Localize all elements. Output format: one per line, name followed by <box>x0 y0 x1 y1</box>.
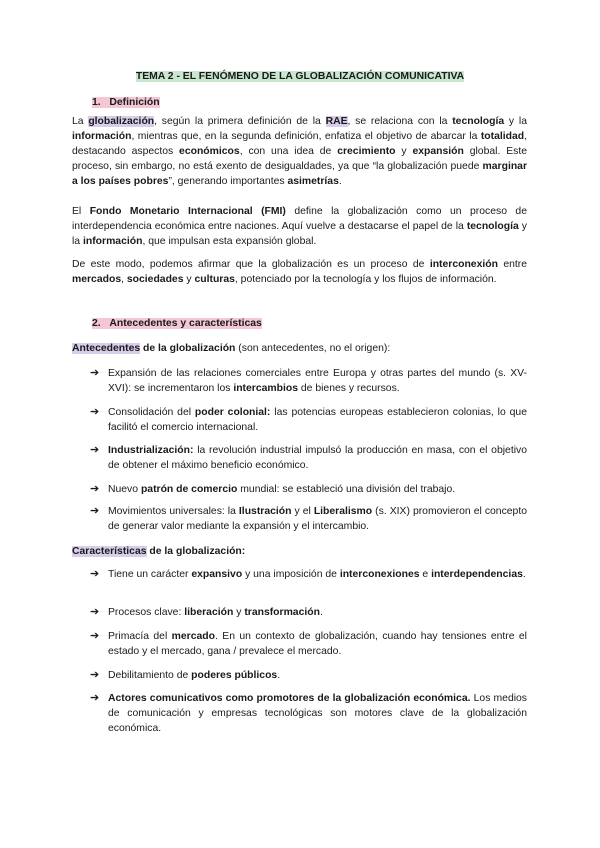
list-item: ➔ Nuevo patrón de comercio mundial: se estableció una división del trabajo. <box>90 483 456 495</box>
list-item: ➔ Expansión de las relaciones comerciales entre Europa y otras partes del mundo (s. XV-XVI): se incrementaron los intercambios de bienes y recursos. <box>90 367 527 394</box>
arrow-icon: ➔ <box>90 630 100 642</box>
antecedentes-heading: Antecedentes de la globalización (son antecedentes, no el origen): <box>72 343 391 354</box>
arrow-icon: ➔ <box>90 367 100 379</box>
section-label: Definición <box>109 97 160 108</box>
section-1-heading <box>92 97 160 108</box>
arrow-icon: ➔ <box>90 606 100 618</box>
page-title <box>0 71 600 82</box>
list-item: ➔ Industrialización: la revolución industrial impulsó la producción en masa, con el objetivo de obtener el máximo beneficio económico. <box>90 444 527 471</box>
list-item: ➔ Actores comunicativos como promotores de la globalización económica. Los medios de comunicación y empresas tecnológicas son motores clave de la globalización económica. <box>90 692 528 734</box>
paragraph-definition-fmi: El Fondo Monetario Internacional (FMI) define la globalización como un proceso de interdependencia económica entre naciones. Aquí vuelve a destacarse el papel de la tecnología y la información, que impulsan esta expansión global. <box>72 206 527 247</box>
list-item: ➔ Consolidación del poder colonial: las potencias europeas establecieron colonias, lo que facilitó el comercio internacional. <box>90 406 527 433</box>
section-number: 1. <box>92 97 101 108</box>
list-item: ➔ Movimientos universales: la Ilustración y el Liberalismo (s. XIX) promovieron el concepto de generar valor mediante la expansión y el intercambio. <box>90 505 527 532</box>
caracteristicas-heading: Características de la globalización: <box>72 546 246 557</box>
arrow-icon: ➔ <box>90 505 100 517</box>
list-item: ➔ Tiene un carácter expansivo y una imposición de interconexiones e interdependencias. <box>90 568 526 580</box>
list-item: ➔ Debilitamiento de poderes públicos. <box>90 669 281 681</box>
list-item: ➔ Procesos clave: liberación y transformación. <box>90 606 323 618</box>
section-number: 2. <box>92 318 101 329</box>
title-text: TEMA 2 - EL FENÓMENO DE LA GLOBALIZACIÓN COMUNICATIVA <box>135 71 465 82</box>
arrow-icon: ➔ <box>90 444 100 456</box>
section-2-heading <box>92 318 262 329</box>
paragraph-definition-rae: La globalización, según la primera definición de la RAE, se relaciona con la tecnología y la información, mientras que, en la segunda definición, enfatiza el objetivo de abarcar la totalidad, destacando aspectos económicos, con una idea de crecimiento y expansión global. Este proceso, sin embargo, no está exento de desigualdades, ya que “la globalización puede marginar a los países pobres”, generando importantes asimetrías. <box>72 116 527 187</box>
list-item: ➔ Primacía del mercado. En un contexto de globalización, cuando hay tensiones entre el estado y el mercado, gana / prevalece el mercado. <box>90 630 527 657</box>
arrow-icon: ➔ <box>90 406 100 418</box>
arrow-icon: ➔ <box>90 483 100 495</box>
arrow-icon: ➔ <box>90 568 100 580</box>
arrow-icon: ➔ <box>90 669 100 681</box>
paragraph-conclusion: De este modo, podemos afirmar que la globalización es un proceso de interconexión entre mercados, sociedades y culturas, potenciado por la tecnología y los flujos de información. <box>72 259 528 285</box>
section-label: Antecedentes y características <box>109 318 262 329</box>
arrow-icon: ➔ <box>90 692 100 704</box>
